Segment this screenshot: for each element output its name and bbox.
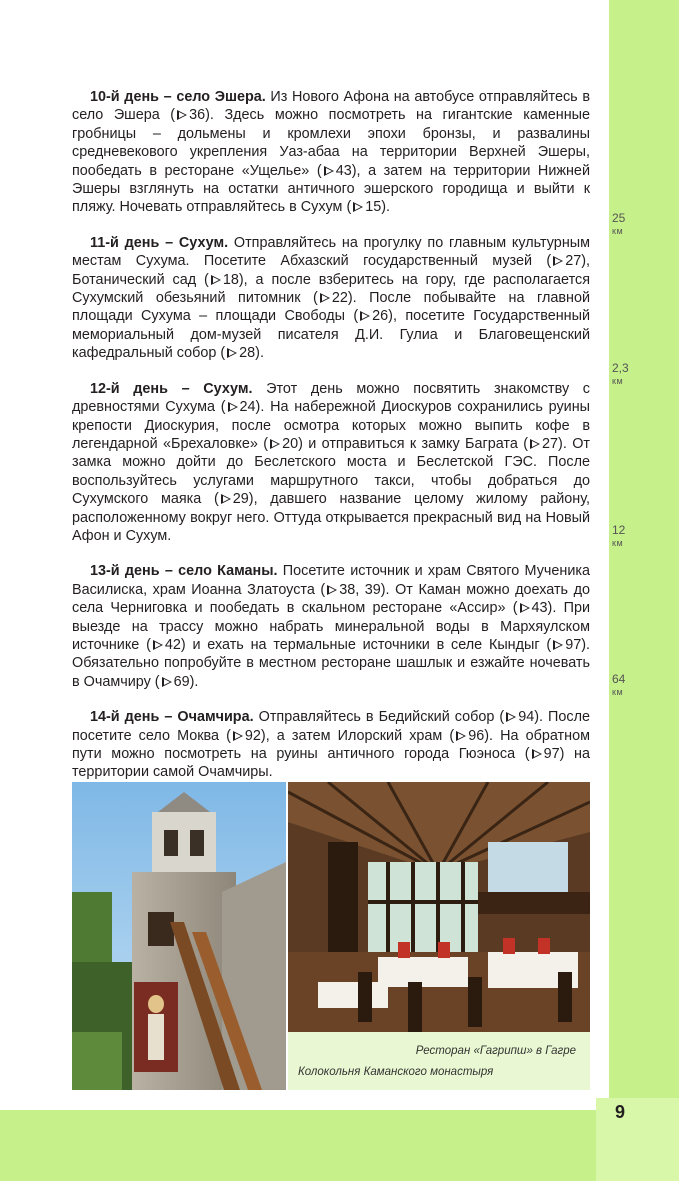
distance-unit: км [612, 687, 624, 697]
page-ref-arrow-icon [320, 293, 330, 303]
page-ref-arrow-icon [327, 585, 337, 595]
page-ref-arrow-icon [270, 439, 280, 449]
day-heading: 14-й день – Очамчира. [90, 709, 254, 726]
page-ref-arrow-icon [553, 640, 563, 650]
side-margin-strip [609, 0, 679, 1105]
page-ref-arrow-icon [221, 494, 231, 504]
belltower-caption: Колокольня Каманского монастыря [298, 1066, 494, 1078]
distance-value: 2,3 [612, 361, 629, 375]
distance-value: 64 [612, 672, 626, 686]
page-ref-arrow-icon [177, 110, 187, 120]
day-heading: 11-й день – Сухум. [90, 234, 229, 251]
page-ref-arrow-icon [162, 677, 172, 687]
bottom-band [0, 1110, 596, 1181]
restaurant-photo [288, 782, 590, 1032]
distance-unit: км [612, 538, 624, 548]
day-14-paragraph: 14-й день – Очамчира. Отправляйтесь в Бедийский собор ( 94). После посетите село Моква ( 92), а затем Илорский храм ( 96). На обратном пути можно посмотреть на руины античного города Гюэноса ( 97) на территории самой Очамчиры. [72, 709, 591, 781]
distance-marker-3 [612, 524, 642, 550]
page-ref-arrow-icon [211, 275, 221, 285]
page-ref-arrow-icon [227, 348, 237, 358]
page-ref-arrow-icon [456, 731, 466, 741]
page-ref-arrow-icon [353, 202, 363, 212]
restaurant-caption: Ресторан «Гагрипш» в Гагре [415, 1045, 576, 1057]
day-heading: 10-й день – село Эшера. [90, 89, 266, 105]
day-heading: 13-й день – село Каманы. [90, 563, 278, 580]
distance-marker-2 [612, 362, 642, 388]
page-ref-arrow-icon [506, 712, 516, 722]
day-11-paragraph: 11-й день – Сухум. Отправляйтесь на прогулку по главным культурным местам Сухума. Посетите Абхазский государственный музей ( 27), Ботанический сад ( 18), а после взберитесь на гору, где располагается Сухумский обезьяний питомник ( 22). После побывайте на главной площади Сухума – площади Свободы ( 26), посетите Государственный мемориальный дом-музей писателя Д.И. Гулиа и Благовещенский кафедральный собор ( 28). [72, 234, 590, 362]
day-12-paragraph: 12-й день – Сухум. Этот день можно посвятить знакомству с древностями Сухума ( 24). На набережной Диоскуров сохранились руины крепости Диоскурия, после осмотра которых можно выпить кофе в легендарной «Брехаловке» ( 20) и отправиться к замку Баграта ( 27). От замка можно дойти до Беслетского моста и Беслетской ГЭС. После воспользуйтесь услугами маршрутного такси, чтобы добраться до Сухумского маяка ( 29), давшего название целому жилому району, расположенному вокруг него. Оттуда открывается прекрасный вид на Новый Афон и Сухум. [72, 380, 591, 544]
day-heading: 12-й день – Сухум. [90, 380, 253, 397]
distance-value: 12 [612, 523, 626, 537]
page-ref-arrow-icon [530, 439, 540, 449]
page-ref-arrow-icon [153, 640, 163, 650]
page-ref-arrow-icon [360, 311, 370, 321]
day-13-paragraph: 13-й день – село Каманы. Посетите источник и храм Святого Мученика Василиска, храм Иоанна Златоуста ( 38, 39). От Каман можно доехать до села Черниговка и пообедать в скальном ресторане «Ассир» ( 43). При выезде на трассу можно набрать минеральной воды в Мархяулском источнике ( 42) и ехать на термальные источники в селе Кындыг ( 97). Обязательно попробуйте в местном ресторане шашлык и езжайте ночевать в Очамчиру ( 69). [72, 563, 590, 690]
distance-value: 25 [612, 211, 626, 225]
page-ref-arrow-icon [520, 603, 530, 613]
page-ref-arrow-icon [228, 402, 238, 412]
itinerary-text [72, 88, 590, 799]
belltower-photo [72, 782, 286, 1090]
distance-marker-1 [612, 212, 642, 238]
distance-unit: км [612, 226, 624, 236]
caption-box [288, 1032, 590, 1090]
day-10-paragraph: 10-й день – село Эшера. Из Нового Афона на автобусе отправляйтесь в село Эшера ( 36). Здесь можно посмотреть на гигантские каменные гробницы – дольмены и кромлехи эпохи бронзы, и развалины средневекового укрепления Уаз-абаа на территории Верхней Эшеры, пообедать в ресторане «Ущелье» ( 43), а затем на территории Нижней Эшеры взглянуть на остатки античного эшерского городища и выйти к пляжу. Ночевать отправляйтесь в Сухум ( 15). [72, 89, 590, 216]
page-ref-arrow-icon [532, 749, 542, 759]
page-ref-arrow-icon [553, 256, 563, 266]
page-ref-arrow-icon [233, 731, 243, 741]
page-number: 9 [614, 1102, 625, 1122]
distance-marker-4 [612, 673, 642, 699]
distance-unit: км [612, 376, 624, 386]
page-ref-arrow-icon [324, 166, 334, 176]
